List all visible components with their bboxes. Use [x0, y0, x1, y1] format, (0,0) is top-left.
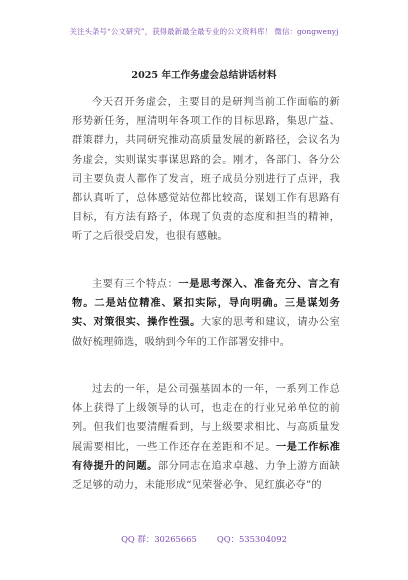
paragraph-3-start: 过去的一年，是公司强基固本的一年，一系列工作总体上获得了上级领导的认可，也走在的行业兄弟单位的前列。但我们也要清醒看到，与上级要求相比、与高质量发展需要相比，一些工作还存在差距和不足。 [72, 384, 340, 453]
paragraph-2-key-points: 一是思考深入、准备充分、言之有物。二是站位精准、紧扣实际，导向明确。三是谋划务实、对策很实、操作性强。 [72, 278, 340, 329]
header-banner: 关注头条号“公文研究”，获得最新最全最专业的公文资料库！ 微信：gongwenyj [69, 27, 339, 36]
paragraph-2-rest: 大家的思考和建议，请办公室做好梳理筛选，吸纳到今年的工作部署安排中。 [72, 317, 340, 348]
paragraph-3-key-point: 一是工作标准有待提升的问题。 [72, 440, 340, 472]
paragraph-2 [72, 275, 340, 352]
document-title: 2025 年工作务虚会总结讲话材料 [131, 70, 277, 81]
paragraph-1: 今天召开务虚会，主要目的是研判当前工作面临的新形势新任务，厘清明年各项工作的目标思路，集思广益、群策群力，共同研究推动高质量发展的新路径，会议名为务虚会，实则谋实事谋思路的会。刚才，各部门、各分公司主要负责人都作了发言，班子成员分别进行了点评，我都认真听了，总体感觉站位都比较高，谋划工作有思路有目标，有方法有路子，体现了负责的态度和担当的精神，听了之后很受启发，也很有感触。 [72, 97, 340, 243]
paragraph-3 [72, 380, 340, 495]
footer [0, 533, 408, 545]
footer-qq-group: QQ 群：30265665 [121, 534, 197, 544]
paragraph-3-rest: 部分同志在追求卓越、力争上游方面缺乏足够的动力，未能形成“见荣誉必争、见红旗必夺”的 [72, 460, 340, 492]
paragraph-2-intro: 主要有三个特点： [92, 279, 179, 290]
footer-qq: QQ：535304092 [216, 534, 287, 544]
